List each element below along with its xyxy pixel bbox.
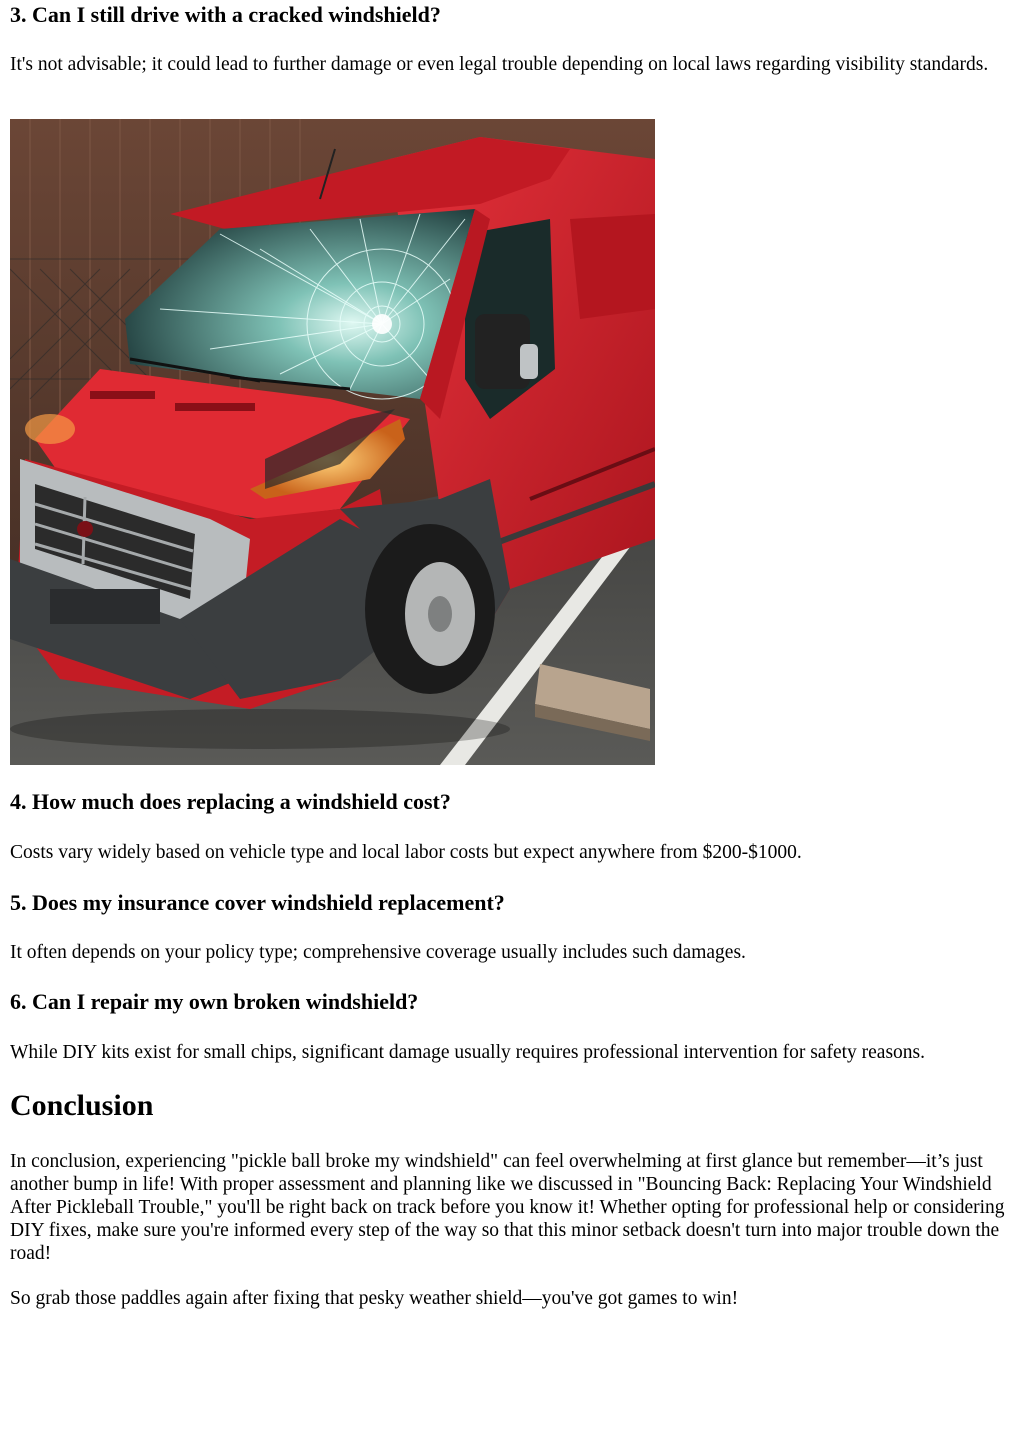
faq-question-5: 5. Does my insurance cover windshield replacement? (10, 890, 505, 915)
faq-answer-6: While DIY kits exist for small chips, significant damage usually requires professional intervention for safety reasons. (10, 1042, 925, 1063)
faq-question-4: 4. How much does replacing a windshield cost? (10, 789, 451, 814)
faq-question-3: 3. Can I still drive with a cracked windshield? (10, 2, 441, 27)
faq-answer-3: It's not advisable; it could lead to further damage or even legal trouble depending on local laws regarding visibility standards. (10, 54, 989, 75)
faq-question-6: 6. Can I repair my own broken windshield? (10, 989, 419, 1014)
faq-answer-5: It often depends on your policy type; comprehensive coverage usually includes such damages. (10, 942, 746, 963)
cracked-windshield-van-photo (10, 119, 655, 765)
conclusion-heading: Conclusion (10, 1089, 154, 1122)
conclusion-paragraph: In conclusion, experiencing "pickle ball broke my windshield" can feel overwhelming at first glance but remember—it’s just another bump in life! With proper assessment and planning like we discussed in "Bouncing Back: Replacing Your Windshield After Pickleball Trouble," you'll be right back on track before you know it! Whether opting for professional help or considering DIY fixes, make sure you're informed every step of the way so that this minor setback doesn't turn into major trouble down the road! (10, 1151, 1005, 1264)
closing-paragraph: So grab those paddles again after fixing that pesky weather shield—you've got games to win! (10, 1288, 739, 1309)
faq-answer-4: Costs vary widely based on vehicle type and local labor costs but expect anywhere from $200-$1000. (10, 842, 802, 863)
